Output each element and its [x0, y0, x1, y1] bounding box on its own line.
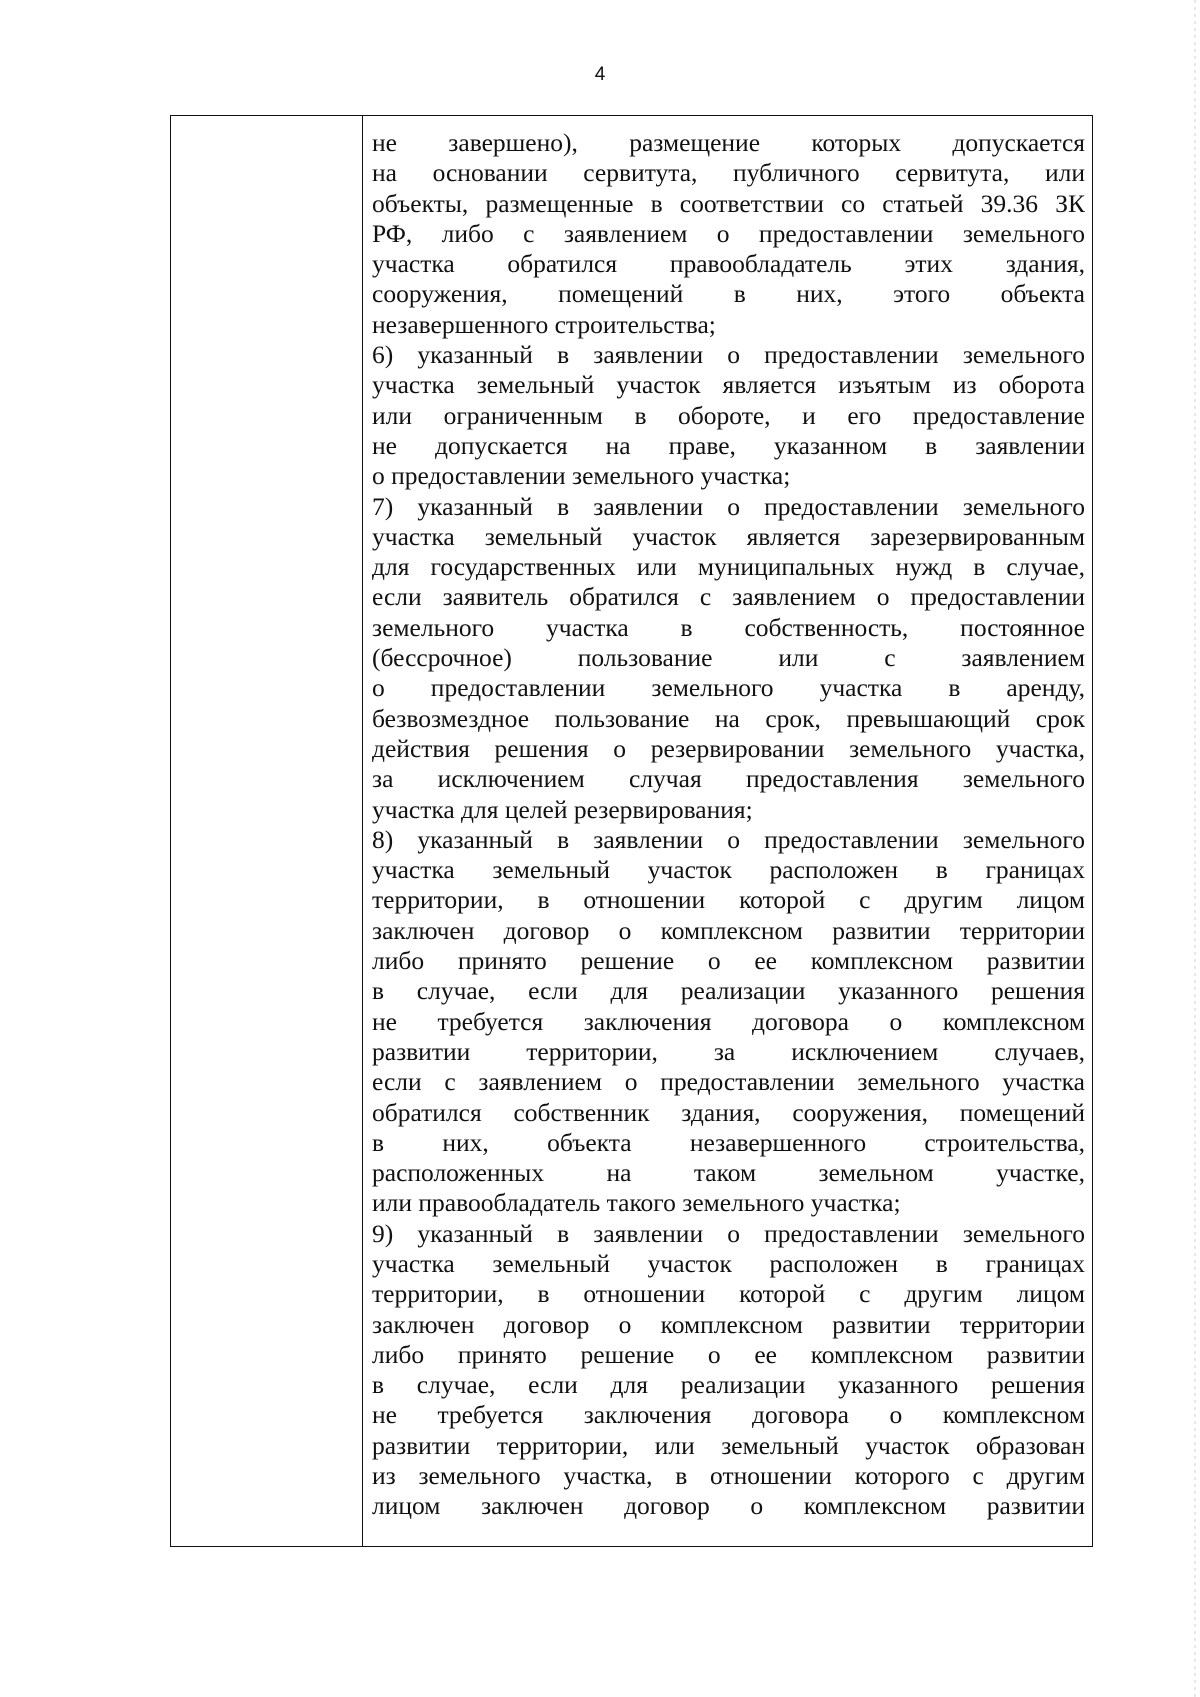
text-line: территории, в отношении которой с другим лицом: [372, 885, 1085, 915]
text-line: не допускается на праве, указанном в заявлении: [372, 430, 1085, 460]
text-line: если с заявлением о предоставлении земельного участка: [372, 1067, 1085, 1097]
text-line: расположенных на таком земельном участке,: [372, 1158, 1085, 1188]
text-line: или ограниченным в обороте, и его предоставление: [372, 400, 1085, 430]
text-line: о предоставлении земельного участка в аренду,: [372, 673, 1085, 703]
text-line: заключен договор о комплексном развитии территории: [372, 915, 1085, 945]
text-line: либо принято решение о ее комплексном развитии: [372, 1339, 1085, 1369]
text-line: за исключением случая предоставления земельного: [372, 764, 1085, 794]
text-line: на основании сервитута, публичного сервитута, или: [372, 158, 1085, 188]
text-line: 9) указанный в заявлении о предоставлении земельного: [372, 1218, 1085, 1248]
text-line: в случае, если для реализации указанного решения: [372, 1370, 1085, 1400]
text-line: либо принято решение о ее комплексном развитии: [372, 946, 1085, 976]
text-line: для государственных или муниципальных нужд в случае,: [372, 552, 1085, 582]
text-line: лицом заключен договор о комплексном развитии: [372, 1491, 1085, 1521]
text-line: РФ, либо с заявлением о предоставлении земельного: [372, 218, 1085, 248]
text-line: развитии территории, или земельный участок образован: [372, 1430, 1085, 1460]
text-line: 8) указанный в заявлении о предоставлении земельного: [372, 824, 1085, 854]
text-line: не требуется заключения договора о комплексном: [372, 1006, 1085, 1036]
text-line: (бессрочное) пользование или с заявлением: [372, 643, 1085, 673]
text-line: незавершенного строительства;: [372, 309, 716, 339]
text-line: земельного участка в собственность, постоянное: [372, 612, 1085, 642]
text-line: участка земельный участок расположен в границах: [372, 855, 1085, 885]
page-number: 4: [594, 64, 606, 85]
text-line: развитии территории, за исключением случаев,: [372, 1036, 1085, 1066]
text-line: в случае, если для реализации указанного решения: [372, 976, 1085, 1006]
table-left-cell: [171, 116, 363, 1546]
text-line: участка земельный участок является зарезервированным: [372, 521, 1085, 551]
text-line: 6) указанный в заявлении о предоставлении земельного: [372, 340, 1085, 370]
text-line: объекты, размещенные в соответствии со статьей 39.36 ЗК: [372, 188, 1085, 218]
table-right-cell: [363, 116, 1092, 1546]
text-line: участка земельный участок расположен в границах: [372, 1248, 1085, 1278]
text-line: обратился собственник здания, сооружения, помещений: [372, 1097, 1085, 1127]
text-line: из земельного участка, в отношении которого с другим: [372, 1461, 1085, 1491]
document-table: [170, 115, 1093, 1547]
text-line: участка земельный участок является изъятым из оборота: [372, 370, 1085, 400]
text-line: о предоставлении земельного участка;: [372, 461, 791, 491]
text-line: действия решения о резервировании земельного участка,: [372, 733, 1085, 763]
text-line: не требуется заключения договора о комплексном: [372, 1400, 1085, 1430]
text-line: участка для целей резервирования;: [372, 794, 753, 824]
text-line: 7) указанный в заявлении о предоставлении земельного: [372, 491, 1085, 521]
text-line: не завершено), размещение которых допускается: [372, 128, 1085, 157]
text-line: заключен договор о комплексном развитии территории: [372, 1309, 1085, 1339]
scan-edge-artifact: [1194, 0, 1196, 1697]
text-line: безвозмездное пользование на срок, превышающий срок: [372, 703, 1085, 733]
text-line: сооружения, помещений в них, этого объекта: [372, 279, 1085, 309]
text-line: в них, объекта незавершенного строительства,: [372, 1127, 1085, 1157]
text-line: или правообладатель такого земельного участка;: [372, 1188, 901, 1218]
text-line: территории, в отношении которой с другим лицом: [372, 1279, 1085, 1309]
text-line: если заявитель обратился с заявлением о предоставлении: [372, 582, 1085, 612]
text-line: участка обратился правообладатель этих здания,: [372, 249, 1085, 279]
